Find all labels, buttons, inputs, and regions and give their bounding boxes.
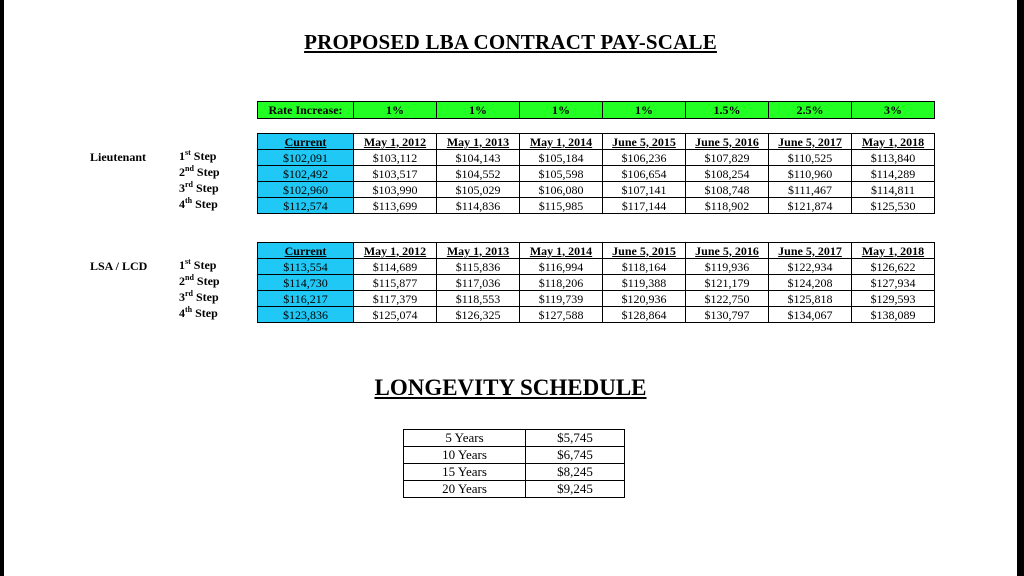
salary-cell: $127,934: [852, 275, 935, 291]
salary-cell: $108,254: [686, 166, 769, 182]
salary-cell: $119,388: [603, 275, 686, 291]
salary-cell: $118,553: [437, 291, 520, 307]
current-salary-cell: $112,574: [258, 198, 354, 214]
column-header-date: May 1, 2018: [852, 134, 935, 150]
column-header-date: June 5, 2016: [686, 243, 769, 259]
salary-cell: $104,552: [437, 166, 520, 182]
rate-increase-label: Rate Increase:: [258, 102, 354, 119]
salary-cell: $105,029: [437, 182, 520, 198]
column-header-date: May 1, 2014: [520, 134, 603, 150]
salary-cell: $103,517: [354, 166, 437, 182]
longevity-title: LONGEVITY SCHEDULE: [374, 375, 647, 400]
salary-cell: $126,622: [852, 259, 935, 275]
salary-cell: $106,236: [603, 150, 686, 166]
step-label: 3rd Step: [179, 180, 219, 195]
salary-cell: $107,829: [686, 150, 769, 166]
current-salary-cell: $102,960: [258, 182, 354, 198]
current-salary-cell: $102,492: [258, 166, 354, 182]
salary-cell: $115,877: [354, 275, 437, 291]
column-header-date: May 1, 2013: [437, 243, 520, 259]
salary-cell: $110,525: [769, 150, 852, 166]
salary-cell: $119,936: [686, 259, 769, 275]
pay-table-row: [258, 182, 935, 198]
rate-increase-value: 1%: [354, 102, 437, 119]
column-header-date: June 5, 2015: [603, 134, 686, 150]
salary-cell: $114,689: [354, 259, 437, 275]
column-header-date: May 1, 2012: [354, 134, 437, 150]
step-label: 2nd Step: [179, 273, 220, 288]
longevity-table: [403, 429, 625, 498]
salary-cell: $125,818: [769, 291, 852, 307]
column-header-current: Current: [258, 134, 354, 150]
salary-cell: $129,593: [852, 291, 935, 307]
pay-table-row: [258, 275, 935, 291]
lsa-lcd-pay-table: [257, 242, 935, 323]
lieutenant-pay-table: [257, 133, 935, 214]
pay-table-row: [258, 166, 935, 182]
longevity-years: 20 Years: [404, 481, 526, 498]
longevity-row: [404, 430, 625, 447]
longevity-amount: $9,245: [526, 481, 625, 498]
column-header-date: June 5, 2015: [603, 243, 686, 259]
longevity-years: 10 Years: [404, 447, 526, 464]
salary-cell: $114,289: [852, 166, 935, 182]
salary-cell: $104,143: [437, 150, 520, 166]
rate-increase-value: 3%: [852, 102, 935, 119]
column-header-date: May 1, 2018: [852, 243, 935, 259]
pay-table-row: [258, 291, 935, 307]
salary-cell: $117,379: [354, 291, 437, 307]
salary-cell: $125,530: [852, 198, 935, 214]
longevity-amount: $8,245: [526, 464, 625, 481]
salary-cell: $107,141: [603, 182, 686, 198]
current-salary-cell: $116,217: [258, 291, 354, 307]
salary-cell: $116,994: [520, 259, 603, 275]
rank-label-lieutenant: Lieutenant: [90, 150, 147, 164]
salary-cell: $138,089: [852, 307, 935, 323]
longevity-row: [404, 481, 625, 498]
salary-cell: $126,325: [437, 307, 520, 323]
rate-increase-value: 1%: [520, 102, 603, 119]
pay-table-row: [258, 307, 935, 323]
salary-cell: $122,934: [769, 259, 852, 275]
salary-cell: $103,112: [354, 150, 437, 166]
salary-cell: $117,036: [437, 275, 520, 291]
salary-cell: $118,902: [686, 198, 769, 214]
salary-cell: $118,206: [520, 275, 603, 291]
longevity-amount: $6,745: [526, 447, 625, 464]
salary-cell: $128,864: [603, 307, 686, 323]
salary-cell: $111,467: [769, 182, 852, 198]
step-label: 1st Step: [179, 148, 217, 163]
column-header-date: May 1, 2014: [520, 243, 603, 259]
salary-cell: $103,990: [354, 182, 437, 198]
salary-cell: $106,654: [603, 166, 686, 182]
pay-table-row: [258, 259, 935, 275]
current-salary-cell: $102,091: [258, 150, 354, 166]
longevity-years: 5 Years: [404, 430, 526, 447]
salary-cell: $118,164: [603, 259, 686, 275]
salary-cell: $121,874: [769, 198, 852, 214]
salary-cell: $130,797: [686, 307, 769, 323]
salary-cell: $134,067: [769, 307, 852, 323]
rate-increase-value: 2.5%: [769, 102, 852, 119]
column-header-current: Current: [258, 243, 354, 259]
rank-label-lsa-lcd: LSA / LCD: [90, 259, 148, 273]
step-label: 3rd Step: [179, 289, 219, 304]
salary-cell: $119,739: [520, 291, 603, 307]
pay-table-row: [258, 198, 935, 214]
current-salary-cell: $123,836: [258, 307, 354, 323]
salary-cell: $124,208: [769, 275, 852, 291]
document-page: [4, 0, 1017, 576]
pay-table-header-row: [258, 134, 935, 150]
salary-cell: $108,748: [686, 182, 769, 198]
salary-cell: $106,080: [520, 182, 603, 198]
salary-cell: $122,750: [686, 291, 769, 307]
current-salary-cell: $113,554: [258, 259, 354, 275]
column-header-date: June 5, 2017: [769, 243, 852, 259]
salary-cell: $114,811: [852, 182, 935, 198]
column-header-date: May 1, 2013: [437, 134, 520, 150]
step-label: 4th Step: [179, 196, 218, 211]
current-salary-cell: $114,730: [258, 275, 354, 291]
column-header-date: May 1, 2012: [354, 243, 437, 259]
rate-increase-value: 1%: [437, 102, 520, 119]
longevity-amount: $5,745: [526, 430, 625, 447]
longevity-years: 15 Years: [404, 464, 526, 481]
salary-cell: $114,836: [437, 198, 520, 214]
pay-table-header-row: [258, 243, 935, 259]
salary-cell: $117,144: [603, 198, 686, 214]
salary-cell: $120,936: [603, 291, 686, 307]
step-label: 4th Step: [179, 305, 218, 320]
page-title: PROPOSED LBA CONTRACT PAY-SCALE: [304, 30, 717, 54]
column-header-date: June 5, 2016: [686, 134, 769, 150]
step-label: 2nd Step: [179, 164, 220, 179]
step-labels-lieutenant: [179, 148, 239, 212]
rate-increase-table: [257, 101, 935, 119]
salary-cell: $105,598: [520, 166, 603, 182]
salary-cell: $113,699: [354, 198, 437, 214]
salary-cell: $105,184: [520, 150, 603, 166]
salary-cell: $115,985: [520, 198, 603, 214]
longevity-row: [404, 447, 625, 464]
longevity-row: [404, 464, 625, 481]
pay-table-row: [258, 150, 935, 166]
salary-cell: $110,960: [769, 166, 852, 182]
rate-increase-value: 1%: [603, 102, 686, 119]
salary-cell: $127,588: [520, 307, 603, 323]
column-header-date: June 5, 2017: [769, 134, 852, 150]
salary-cell: $113,840: [852, 150, 935, 166]
salary-cell: $121,179: [686, 275, 769, 291]
salary-cell: $125,074: [354, 307, 437, 323]
step-labels-lsa-lcd: [179, 257, 239, 321]
salary-cell: $115,836: [437, 259, 520, 275]
rate-increase-value: 1.5%: [686, 102, 769, 119]
step-label: 1st Step: [179, 257, 217, 272]
